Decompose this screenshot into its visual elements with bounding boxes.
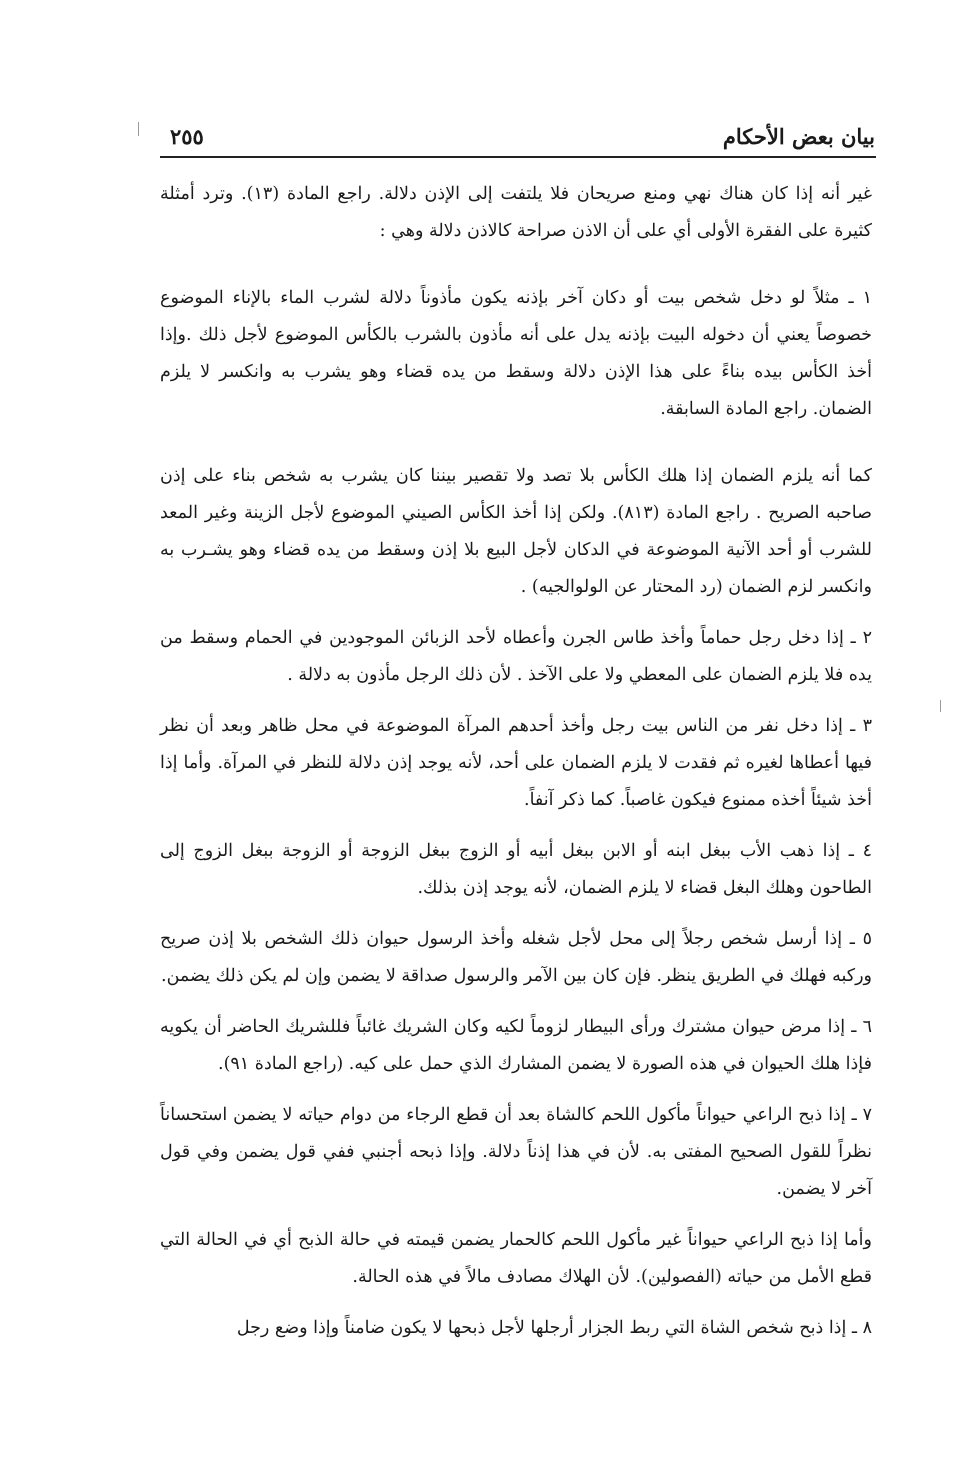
margin-tick-right bbox=[940, 700, 941, 712]
running-title: بيان بعض الأحكام bbox=[722, 124, 875, 149]
paragraph-example-1: ١ ـ مثلاً لو دخل شخص بيت أو دكان آخر بإذنه يكون مأذوناً دلالة لشرب الماء بالإناء الموضوع خصوصاً يعني أن دخوله البيت بإذنه يدل على أنه مأذون بالشرب بالكأس الموضوع لأجل ذلك .وإذا أخذ الكأس بيده بناءً على هذا الإذن دلالة وسقط من يده قضاء وهو يشرب به وانكسر لا يلزم الضمان. راجع المادة السابقة. bbox=[160, 288, 872, 419]
paragraph-example-8: ٨ ـ إذا ذبح شخص الشاة التي ربط الجزار أرجلها لأجل ذبحها لا يكون ضامناً وإذا وضع رجل bbox=[236, 1318, 872, 1338]
page-header bbox=[160, 118, 875, 158]
paragraph-example-7-continued: وأما إذا ذبح الراعي حيواناً غير مأكول اللحم كالحمار يضمن قيمته في حالة الذبح أي في الحالة التي قطع الأمل من حياته (الفصولين). لأن الهلاك مصادف مالاً في هذه الحالة. bbox=[160, 1230, 872, 1287]
paragraph-intro: غير أنه إذا كان هناك نهي ومنع صريحان فلا يلتفت إلى الإذن دلالة. راجع المادة (١٣). وترد أمثلة كثيرة على الفقرة الأولى أي على أن الاذن صراحة كالاذن دلالة وهي : bbox=[160, 184, 873, 241]
body-text bbox=[160, 176, 872, 1347]
paragraph-example-4: ٤ ـ إذا ذهب الأب ببغل ابنه أو الابن ببغل أبيه أو الزوج ببغل الزوجة أو الزوجة ببغل الزوج إلى الطاحون وهلك البغل قضاء لا يلزم الضمان، لأنه يوجد إذن بذلك. bbox=[160, 841, 872, 898]
margin-tick-left bbox=[138, 122, 139, 136]
header-rule bbox=[160, 156, 876, 158]
paragraph-example-5: ٥ ـ إذا أرسل شخص رجلاً إلى محل لأجل شغله وأخذ الرسول حيوان ذلك الشخص بلا إذن صريح وركبه فهلك في الطريق ينظر. فإن كان بين الآمر والرسول صداقة لا يضمن وإن لم يكن ذلك يضمن. bbox=[160, 929, 872, 986]
paragraph-example-3: ٣ ـ إذا دخل نفر من الناس بيت رجل وأخذ أحدهم المرآة الموضوعة في محل ظاهر وبعد أن نظر فيها أعطاها لغيره ثم فقدت لا يلزم الضمان على أحد، لأنه يوجد إذن دلالة للنظر في المرآة. وأما إذا أخذ شيئاً أخذه ممنوع فيكون غاصباً. كما ذكر آنفاً. bbox=[160, 716, 872, 810]
paragraph-example-6: ٦ ـ إذا مرض حيوان مشترك ورأى البيطار لزوماً لكيه وكان الشريك غائباً فللشريك الحاضر أن يكويه فإذا هلك الحيوان في هذه الصورة لا يضمن المشارك الذي حمل على كيه. (راجع المادة ٩١). bbox=[160, 1017, 872, 1074]
paragraph-example-2: ٢ ـ إذا دخل رجل حماماً وأخذ طاس الجرن وأعطاه لأحد الزبائن الموجودين في الحمام وسقط من يده فلا يلزم الضمان على المعطي ولا على الآخذ . لأن ذلك الرجل مأذون به دلالة . bbox=[160, 628, 872, 685]
paragraph-example-7: ٧ ـ إذا ذبح الراعي حيواناً مأكول اللحم كالشاة بعد أن قطع الرجاء من دوام حياته لا يضمن استحساناً نظراً للقول الصحيح المفتى به. لأن في هذا إذناً دلالة. وإذا ذبحه أجنبي ففي قول يضمن وفي قول آخر لا يضمن. bbox=[160, 1105, 872, 1199]
page-number: ٢٥٥ bbox=[170, 124, 204, 149]
paragraph-example-1-continued: كما أنه يلزم الضمان إذا هلك الكأس بلا تصد ولا تقصير بيننا كان يشرب به شخص بناء على إذن صاحبه الصريح . راجع المادة (٨١٣). ولكن إذا أخذ الكأس الصيني الموضوع لأجل الزينة وغير المعد للشرب أو أحد الآنية الموضوعة في الدكان لأجل البيع بلا إذن وسقط من يده قضاء وهو يشـرب به وانكسر لزم الضمان (رد المحتار عن الولوالجيه) . bbox=[160, 466, 872, 597]
